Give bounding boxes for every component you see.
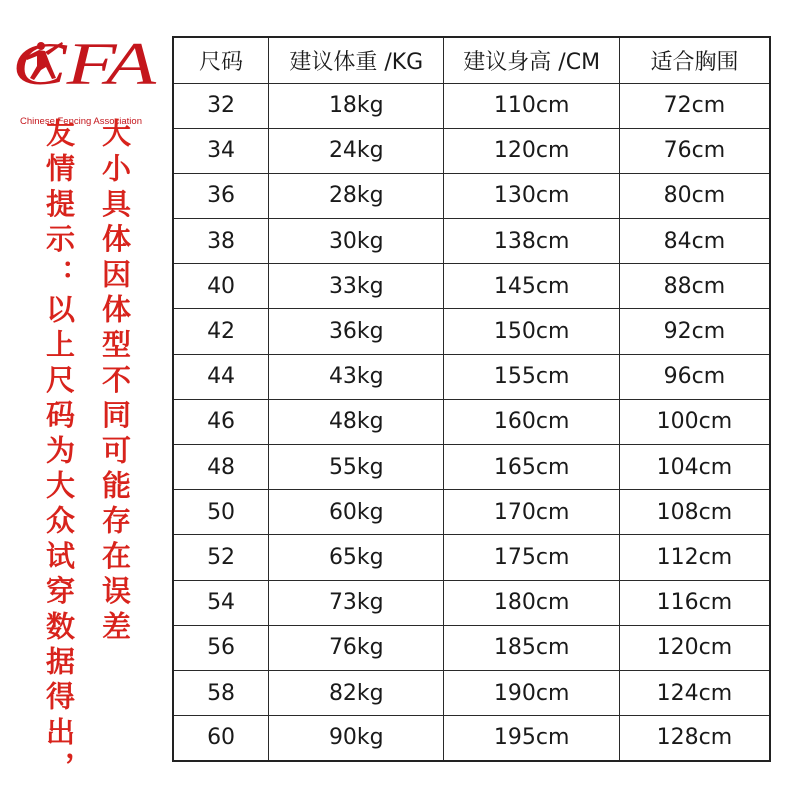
cell-chest: 120cm [619,625,770,670]
cell-size: 42 [173,309,269,354]
cell-height: 190cm [444,670,619,715]
cell-chest: 92cm [619,309,770,354]
cell-weight: 24kg [269,128,444,173]
cfa-logo-mark [10,30,158,88]
cell-chest: 116cm [619,580,770,625]
cell-chest: 76cm [619,128,770,173]
cell-height: 170cm [444,490,619,535]
tip-note-left: 友情提示：以上尺码为大众试穿数据得出， [42,118,76,787]
cell-chest: 80cm [619,173,770,218]
cell-weight: 43kg [269,354,444,399]
table-row [173,490,770,535]
table-row [173,445,770,490]
cell-weight: 33kg [269,264,444,309]
cell-size: 52 [173,535,269,580]
table-header-row [173,37,770,83]
cell-weight: 90kg [269,716,444,761]
cell-chest: 112cm [619,535,770,580]
cell-weight: 36kg [269,309,444,354]
cell-weight: 28kg [269,173,444,218]
cell-weight: 60kg [269,490,444,535]
table-row [173,670,770,715]
table-row [173,219,770,264]
cell-size: 32 [173,83,269,128]
cell-height: 180cm [444,580,619,625]
table-row [173,309,770,354]
logo-letters: CFA [12,31,157,88]
cell-height: 175cm [444,535,619,580]
table-row [173,399,770,444]
table-row [173,625,770,670]
cell-weight: 73kg [269,580,444,625]
cfa-logo [10,30,158,127]
cell-chest: 84cm [619,219,770,264]
cell-size: 38 [173,219,269,264]
cell-weight: 65kg [269,535,444,580]
cell-height: 145cm [444,264,619,309]
cell-size: 40 [173,264,269,309]
cell-height: 195cm [444,716,619,761]
table-body [173,83,770,761]
header-chest: 适合胸围 [619,37,770,83]
cell-chest: 108cm [619,490,770,535]
logo-subtitle: Chinese Fencing Association [20,116,142,127]
cell-chest: 128cm [619,716,770,761]
cell-chest: 124cm [619,670,770,715]
cell-size: 44 [173,354,269,399]
cell-chest: 88cm [619,264,770,309]
cell-height: 110cm [444,83,619,128]
cell-height: 120cm [444,128,619,173]
cell-height: 185cm [444,625,619,670]
cell-height: 165cm [444,445,619,490]
table-row [173,264,770,309]
cell-height: 130cm [444,173,619,218]
cell-size: 48 [173,445,269,490]
cell-size: 34 [173,128,269,173]
cell-weight: 76kg [269,625,444,670]
header-height: 建议身高 /CM [444,37,619,83]
table-row [173,354,770,399]
cell-size: 46 [173,399,269,444]
cell-size: 54 [173,580,269,625]
cell-weight: 55kg [269,445,444,490]
header-size: 尺码 [173,37,269,83]
cell-size: 36 [173,173,269,218]
cell-size: 56 [173,625,269,670]
table-row [173,716,770,761]
cell-height: 155cm [444,354,619,399]
cell-weight: 30kg [269,219,444,264]
cell-weight: 18kg [269,83,444,128]
cell-size: 60 [173,716,269,761]
cell-size: 50 [173,490,269,535]
cell-chest: 72cm [619,83,770,128]
table-row [173,173,770,218]
cell-chest: 104cm [619,445,770,490]
table-row [173,83,770,128]
cell-height: 138cm [444,219,619,264]
header-weight: 建议体重 /KG [269,37,444,83]
cell-size: 58 [173,670,269,715]
table-row [173,580,770,625]
cell-height: 160cm [444,399,619,444]
cell-chest: 96cm [619,354,770,399]
cell-height: 150cm [444,309,619,354]
tip-note-right: 大小具体因体型不同可能存在误差 [98,118,132,646]
cell-chest: 100cm [619,399,770,444]
cell-weight: 48kg [269,399,444,444]
size-chart-table [172,36,771,762]
table-row [173,535,770,580]
table-row [173,128,770,173]
cell-weight: 82kg [269,670,444,715]
